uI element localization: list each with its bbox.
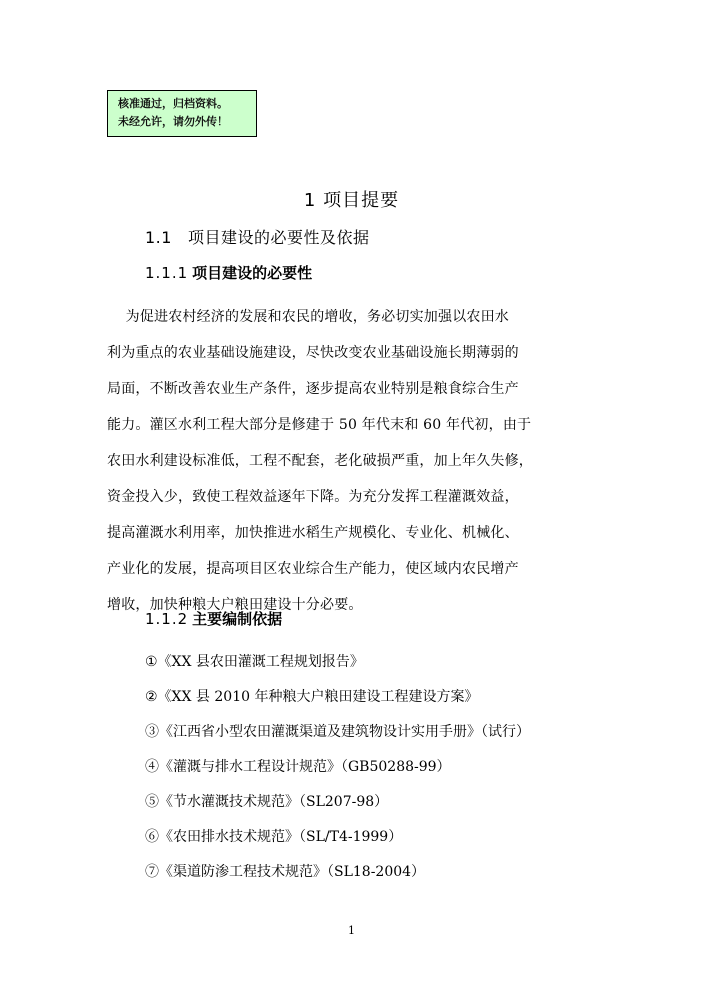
paragraph-line: 资金投入少，致使工程效益逐年下降。为充分发挥工程灌溉效益， xyxy=(107,489,519,505)
paragraph-line: 农田水利建设标准低，工程不配套，老化破损严重，加上年久失修， xyxy=(107,453,533,469)
paragraph-line: 产业化的发展，提高项目区农业综合生产能力，使区域内农民增产 xyxy=(107,561,519,577)
subsection-heading-basis xyxy=(145,608,282,629)
paragraph-line: 增收，加快种粮大户粮田建设十分必要。 xyxy=(107,597,363,613)
page-number: 1 xyxy=(348,924,355,937)
reference-item: ③《江西省小型农田灌溉渠道及建筑物设计实用手册》（试行） xyxy=(145,724,530,740)
stamp-line-2: 未经允许，请勿外传！ xyxy=(118,115,228,128)
stamp-line-1: 核准通过，归档资料。 xyxy=(118,97,228,110)
reference-item: ②《XX 县 2010 年种粮大户粮田建设工程建设方案》 xyxy=(145,689,479,705)
paragraph-line: 为促进农村经济的发展和农民的增收，务必切实加强以农田水 xyxy=(107,309,509,325)
reference-item: ①《XX 县农田灌溉工程规划报告》 xyxy=(145,654,364,670)
subsection-number: 1.1.1 xyxy=(145,264,189,282)
approval-stamp xyxy=(107,90,257,137)
section-title: 项目建设的必要性及依据 xyxy=(187,228,370,247)
section-heading xyxy=(145,225,369,248)
necessity-paragraph xyxy=(107,299,607,623)
subsection-title: 项目建设的必要性 xyxy=(192,264,313,282)
paragraph-line: 局面，不断改善农业生产条件，逐步提高农业特别是粮食综合生产 xyxy=(107,381,519,397)
paragraph-line: 提高灌溉水利用率，加快推进水稻生产规模化、专业化、机械化、 xyxy=(107,525,519,541)
reference-item: ⑦《渠道防渗工程技术规范》（SL18-2004） xyxy=(145,864,426,880)
reference-list xyxy=(145,650,605,895)
subsection-title: 主要编制依据 xyxy=(192,610,283,628)
reference-item: ⑤《节水灌溉技术规范》（SL207-98） xyxy=(145,794,389,810)
subsection-number: 1.1.2 xyxy=(145,610,189,628)
section-number: 1.1 xyxy=(145,228,172,247)
subsection-heading-necessity xyxy=(145,262,312,283)
paragraph-line: 能力。灌区水利工程大部分是修建于 50 年代末和 60 年代初，由于 xyxy=(107,417,532,433)
chapter-title: 1 项目提要 xyxy=(303,190,400,211)
reference-item: ④《灌溉与排水工程设计规范》（GB50288-99） xyxy=(145,759,451,775)
reference-item: ⑥《农田排水技术规范》（SL/T4-1999） xyxy=(145,829,403,845)
paragraph-line: 利为重点的农业基础设施建设，尽快改变农业基础设施长期薄弱的 xyxy=(107,345,519,361)
